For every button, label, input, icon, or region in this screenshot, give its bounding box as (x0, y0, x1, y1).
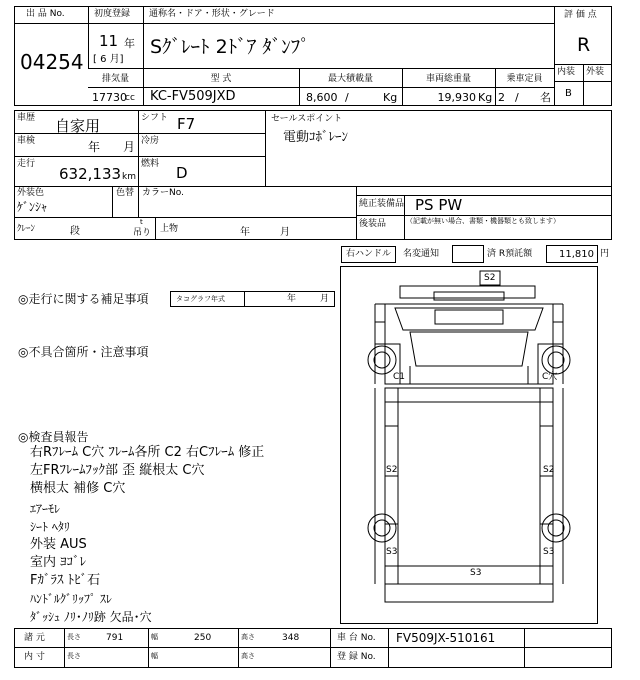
equipment-value: PS PW (415, 196, 463, 214)
tachograph-label: タコグラフ年式 (176, 295, 225, 303)
gross-weight-unit: Kg (478, 91, 493, 104)
exterior-score-label: 外装 (586, 67, 605, 77)
height-label: 高さ (241, 633, 255, 641)
interior-length-label: 長さ (67, 652, 81, 660)
recycle-value: 11,810 (559, 249, 594, 260)
lot-no: 04254 (20, 50, 84, 74)
gross-weight-label: 車両総重量 (425, 74, 471, 84)
score-value: R (577, 34, 591, 56)
report-line: ﾊﾝﾄﾞﾙｸﾞﾘｯﾌﾟ ｽﾚ (30, 592, 112, 606)
report-line: 横根太 補修 C穴 (30, 481, 126, 496)
damage-mark-right-rear: S3 (543, 547, 555, 557)
aircon-label: 冷房 (141, 136, 160, 146)
name-change-field (452, 245, 484, 263)
lift-label: 上物 (160, 224, 179, 234)
first-reg-month: [ 6 月] (93, 54, 124, 65)
inspector-title: ◎検査員報告 (18, 430, 89, 444)
color-code-label: カラーNo. (142, 188, 184, 198)
mileage-unit: km (122, 172, 136, 182)
interior-score: B (565, 88, 572, 99)
damage-mark-left-mid: S2 (386, 465, 398, 475)
max-load: 8,600 (306, 91, 338, 104)
fuel-value: D (176, 164, 188, 182)
report-line: 外装 AUS (30, 537, 87, 552)
report-line: Fｶﾞﾗｽ ﾄﾋﾞ石 (30, 573, 101, 588)
report-line: ﾀﾞｯｼｭ ﾉﾘ･ﾉﾘ跡 欠品･穴 (30, 610, 152, 624)
shift-value: F7 (177, 115, 196, 133)
inspection-year: 年 (88, 140, 101, 154)
damage-mark-right-front: C穴 (542, 372, 558, 382)
color-value: ｹﾞﾝｼｬ (17, 200, 48, 214)
report-line: 右Rﾌﾚｰﾑ C穴 ﾌﾚｰﾑ各所 C2 右Cﾌﾚｰﾑ 修正 (30, 445, 265, 460)
interior-width-label: 幅 (151, 652, 158, 660)
max-load-sep: / (345, 91, 349, 104)
first-reg-year-unit: 年 (124, 37, 135, 50)
recycle-label: 済 R預託額 (487, 249, 533, 259)
capacity-sep: / (515, 91, 519, 104)
capacity-unit: 名 (540, 91, 551, 104)
reg-no-label: 登 録 No. (337, 652, 376, 662)
report-line: 室内 ﾖｺﾞﾚ (30, 555, 87, 570)
length-label: 長さ (67, 633, 81, 641)
sales-point-label: セールスポイント (271, 114, 343, 124)
tachograph-year: 年 (287, 294, 297, 304)
footer-section (14, 628, 612, 668)
name-change-label: 名変通知 (403, 249, 440, 259)
height-value: 348 (282, 633, 300, 643)
damage-mark-left-rear: S3 (386, 547, 398, 557)
color-label: 外装色 (17, 188, 45, 198)
shift-label: シフト (141, 113, 169, 123)
lot-no-label: 出 品 No. (26, 9, 65, 19)
lift-year: 年 (240, 227, 250, 238)
damage-mark-top: S2 (484, 273, 496, 283)
interior-dims-label: 内 寸 (24, 652, 45, 662)
model-code: KC-FV509JXD (150, 89, 236, 104)
capacity: 2 (498, 91, 505, 104)
score-label: 評 価 点 (564, 10, 597, 20)
width-value: 250 (194, 633, 212, 643)
displacement: 17730 (92, 91, 127, 104)
max-load-unit: Kg (383, 91, 398, 104)
interior-score-label: 内装 (557, 67, 576, 77)
max-load-label: 最大積載量 (327, 74, 373, 84)
crane-stage: 段 (70, 226, 80, 237)
steering-value: 右ハンドル (345, 249, 391, 259)
supplement-title: ◎走行に関する補足事項 (18, 292, 149, 306)
width-label: 幅 (151, 633, 158, 641)
crane-label: ｸﾚｰﾝ (17, 224, 36, 234)
length-value: 791 (106, 633, 124, 643)
lift-month: 月 (280, 227, 290, 238)
chassis-value: FV509JX-510161 (396, 631, 496, 645)
interior-height-label: 高さ (241, 652, 255, 660)
inspection-month: 月 (123, 140, 136, 154)
inspection-label: 車検 (17, 136, 36, 146)
model-code-label: 型 式 (210, 74, 232, 84)
damage-mark-right-mid: S2 (543, 465, 555, 475)
displacement-unit: cc (125, 93, 135, 103)
mileage-label: 走行 (17, 159, 36, 169)
model-name-label: 通称名・ドア・形状・グレード (149, 9, 275, 19)
report-line: ｴｱｰﾓﾚ (30, 502, 61, 516)
aftermarket-label: 後装品 (359, 219, 387, 229)
damage-mark-left-front: C1 (393, 372, 406, 382)
history-label: 車歴 (17, 113, 36, 123)
crane-ton: 吊り (133, 228, 152, 238)
equipment-label: 純正装備品 (359, 199, 405, 209)
defects-title: ◎不具合箇所・注意事項 (18, 345, 149, 359)
model-name: Sｸﾞﾚｰﾄ 2ﾄﾞｱ ﾀﾞﾝﾌﾟ (150, 36, 310, 58)
capacity-label: 乗車定員 (506, 74, 543, 84)
truck-outline-diagram (340, 266, 598, 624)
report-line: 左FRﾌﾚｰﾑﾌｯｸ部 歪 縦根太 C穴 (30, 463, 205, 478)
crane-ton-top: t (140, 218, 143, 226)
fuel-label: 燃料 (141, 159, 160, 169)
sales-point: 電動ｺﾎﾞﾚｰﾝ (283, 130, 349, 145)
first-reg-label: 初度登録 (94, 9, 131, 19)
gross-weight: 19,930 (437, 91, 476, 104)
dimensions-label: 諸 元 (24, 633, 45, 643)
recycle-unit: 円 (600, 249, 610, 259)
tachograph-month: 月 (320, 294, 330, 304)
report-line: ｼｰﾄ ﾍﾀﾘ (30, 520, 70, 534)
displacement-label: 排気量 (101, 74, 129, 84)
aftermarket-note: （記載が無い場合、書類・機器類とも致します） (406, 217, 560, 225)
mileage-value: 632,133 (59, 165, 122, 183)
damage-mark-bottom: S3 (470, 568, 482, 578)
color-change-label: 色替 (116, 188, 135, 198)
first-reg-year: 11 (99, 32, 119, 50)
chassis-label: 車 台 No. (337, 633, 376, 643)
history-value: 自家用 (55, 117, 101, 135)
